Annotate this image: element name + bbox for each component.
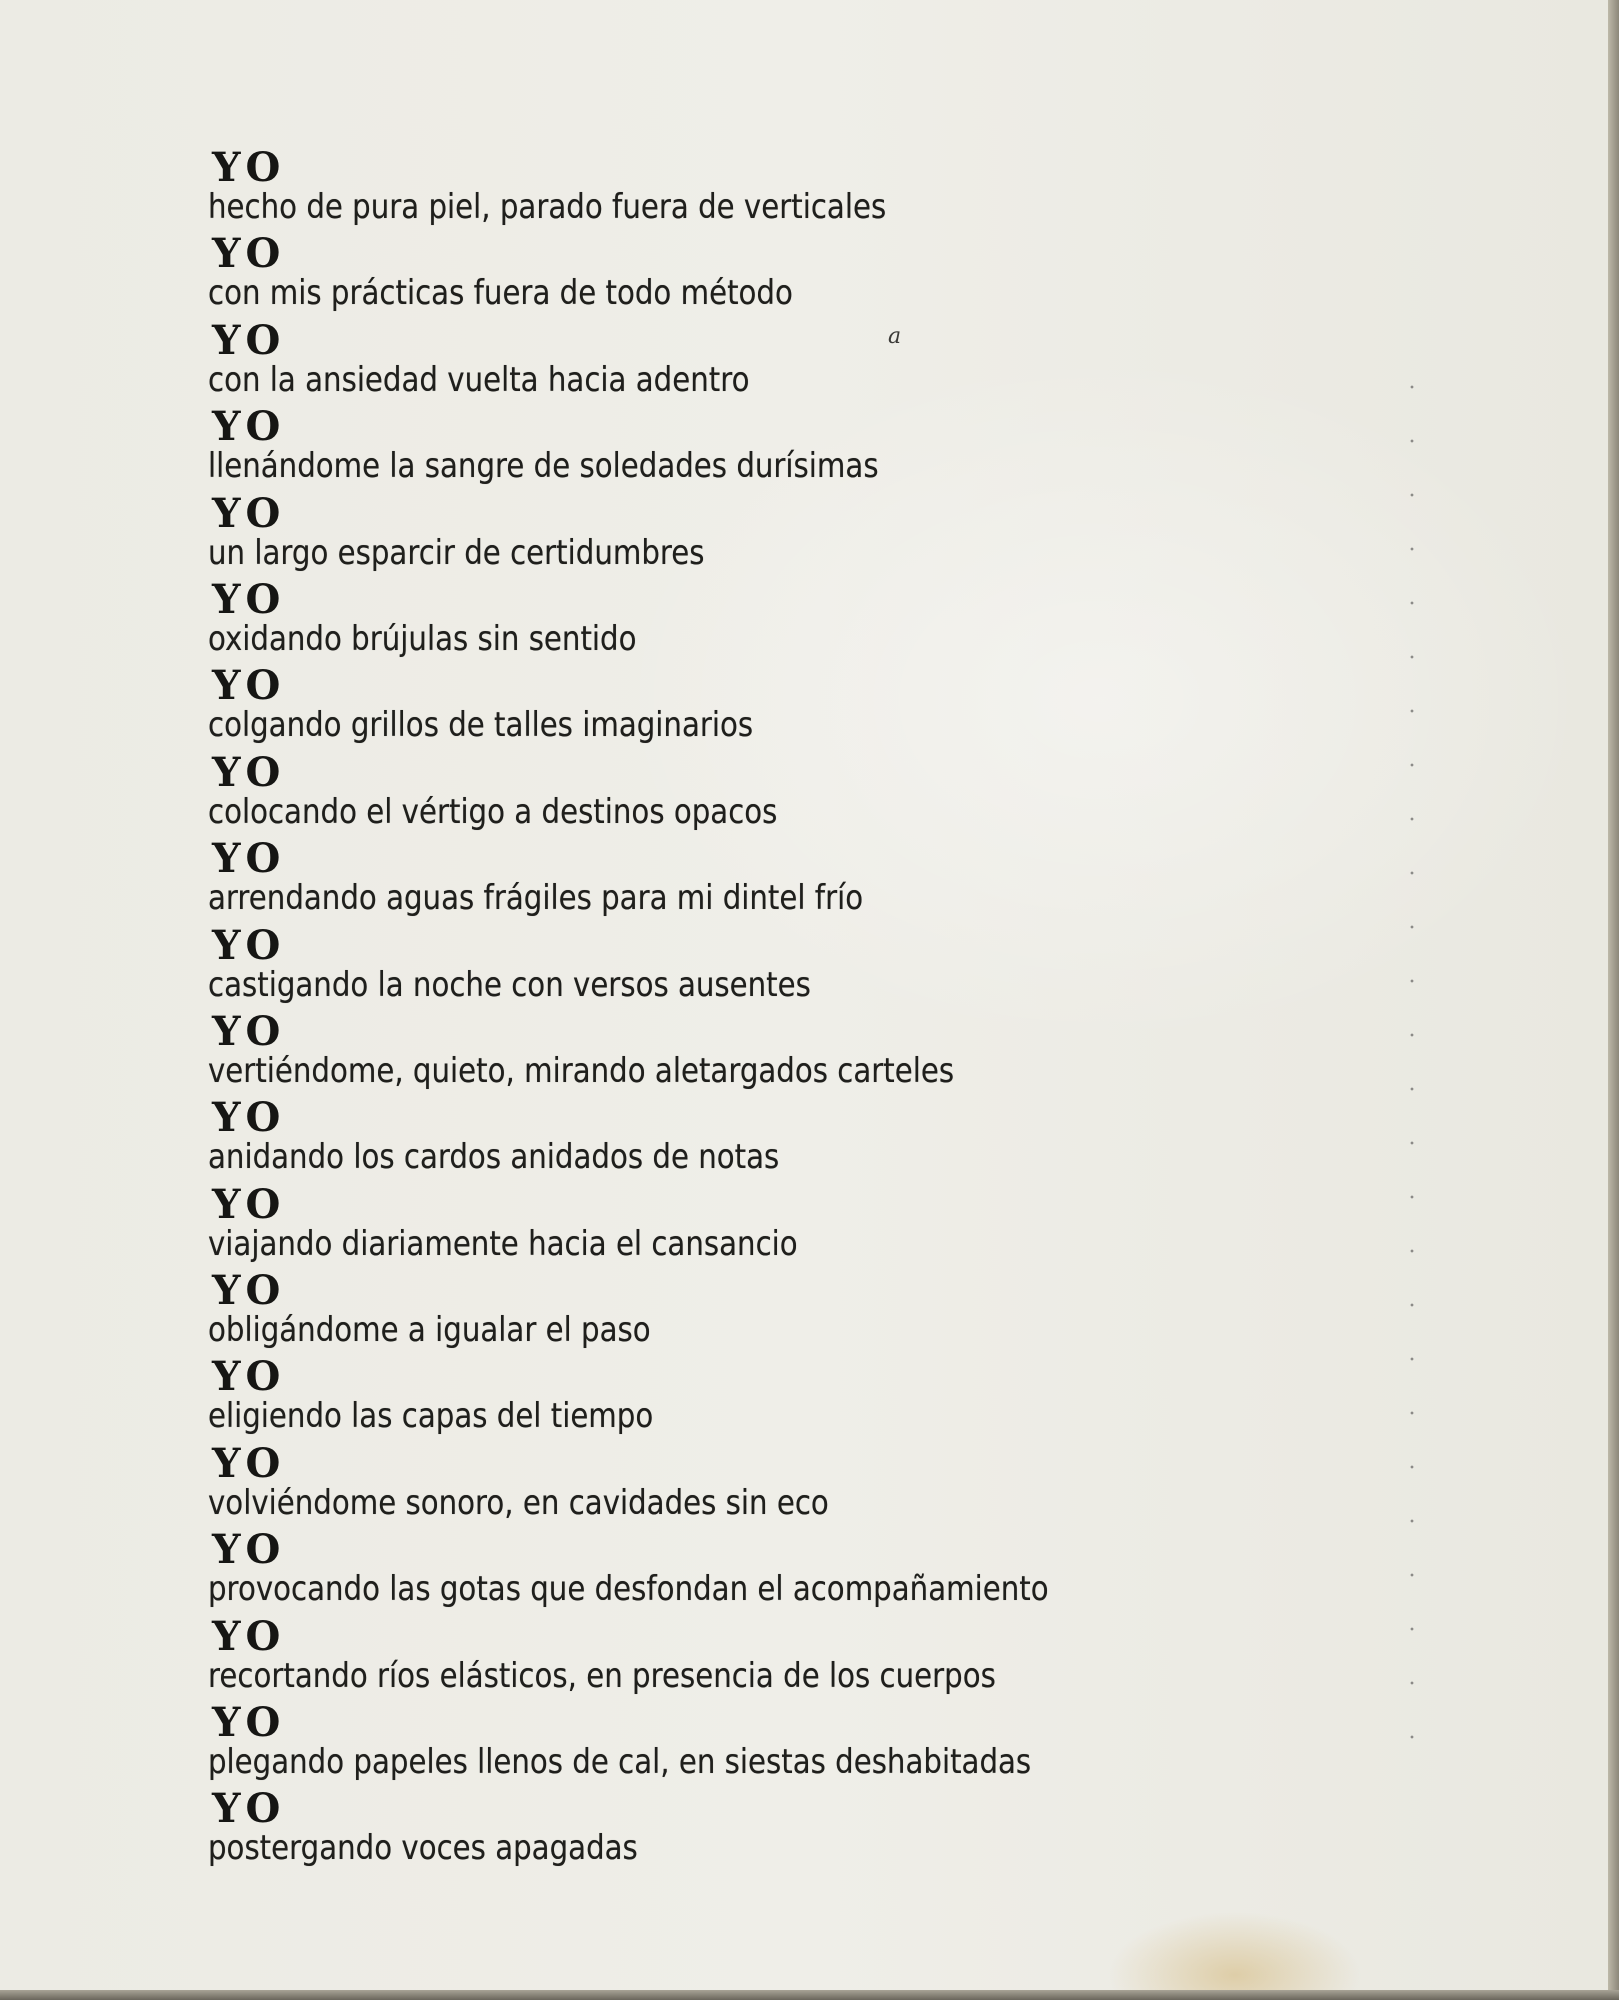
stanza: [208, 316, 1358, 405]
stanza: [208, 1787, 1358, 1873]
refrain: YO: [212, 1267, 286, 1315]
verse-line: con la ansiedad vuelta hacia adentro: [208, 359, 750, 400]
refrain: YO: [212, 748, 286, 796]
stanza: [208, 146, 1358, 232]
stanza: [208, 489, 1358, 578]
verse-line: volviéndome sonoro, en cavidades sin eco: [208, 1482, 829, 1523]
refrain: YO: [212, 662, 286, 710]
verse-line: recortando ríos elásticos, en presencia de los cuerpos: [208, 1655, 996, 1696]
stanza: [208, 1612, 1358, 1701]
stanza: [208, 1269, 1358, 1355]
refrain: YO: [212, 489, 286, 537]
verse-line: obligándome a igualar el paso: [208, 1310, 651, 1351]
refrain: YO: [212, 1699, 286, 1747]
page-bottom-shadow: [0, 1990, 1619, 2000]
stanza: [208, 664, 1358, 750]
verse-line: viajando diariamente hacia el cansancio: [208, 1223, 798, 1264]
verse-line: colocando el vértigo a destinos opacos: [208, 791, 778, 832]
stanza: [208, 837, 1358, 923]
page-edge-shadow: [1608, 0, 1619, 2000]
refrain: YO: [212, 144, 286, 191]
verse-line: postergando voces apagadas: [208, 1828, 638, 1869]
punch-marks: [1410, 360, 1414, 1780]
refrain: YO: [212, 1007, 286, 1055]
verse-line: anidando los cardos anidados de notas: [208, 1137, 780, 1178]
refrain: YO: [212, 403, 286, 451]
verse-line: plegando papeles llenos de cal, en siestas deshabitadas: [208, 1742, 1032, 1783]
handwritten-correction-mark: a: [888, 324, 902, 349]
refrain: YO: [212, 1180, 286, 1228]
verse-line: arrendando aguas frágiles para mi dintel frío: [208, 878, 864, 919]
verse-line: colgando grillos de talles imaginarios: [208, 705, 754, 746]
refrain: YO: [212, 316, 286, 364]
verse-line: provocando las gotas que desfondan el acompañamiento: [208, 1569, 1049, 1610]
stanza: [208, 1096, 1358, 1182]
stanza: [208, 1528, 1358, 1614]
verse-line: hecho de pura piel, parado fuera de verticales: [208, 187, 887, 227]
poem: [208, 146, 1358, 1874]
verse-line: eligiendo las capas del tiempo: [208, 1396, 654, 1437]
verse-line: oxidando brújulas sin sentido: [208, 618, 637, 659]
refrain: YO: [212, 921, 286, 969]
refrain: YO: [212, 1612, 286, 1660]
stanza: [208, 921, 1358, 1010]
stanza: [208, 232, 1358, 318]
stanza: [208, 405, 1358, 491]
refrain: YO: [212, 1353, 286, 1401]
verse-line: un largo esparcir de certidumbres: [208, 532, 705, 573]
verse-line: vertiéndome, quieto, mirando aletargados carteles: [208, 1050, 955, 1091]
verse-line: con mis prácticas fuera de todo método: [208, 273, 793, 314]
refrain: YO: [212, 1526, 286, 1574]
refrain: YO: [212, 1785, 286, 1833]
stanza: [208, 1439, 1358, 1528]
verse-line: castigando la noche con versos ausentes: [208, 964, 811, 1005]
stanza: [208, 575, 1358, 664]
refrain: YO: [212, 1094, 286, 1142]
refrain: YO: [212, 575, 286, 623]
stanza: [208, 1007, 1358, 1096]
verse-line: llenándome la sangre de soledades durísimas: [208, 446, 879, 487]
stanza: [208, 1701, 1358, 1787]
refrain: YO: [212, 230, 286, 278]
stanza: [208, 1355, 1358, 1441]
refrain: YO: [212, 835, 286, 883]
refrain: YO: [212, 1439, 286, 1487]
stanza: [208, 1180, 1358, 1269]
stanza: [208, 748, 1358, 837]
